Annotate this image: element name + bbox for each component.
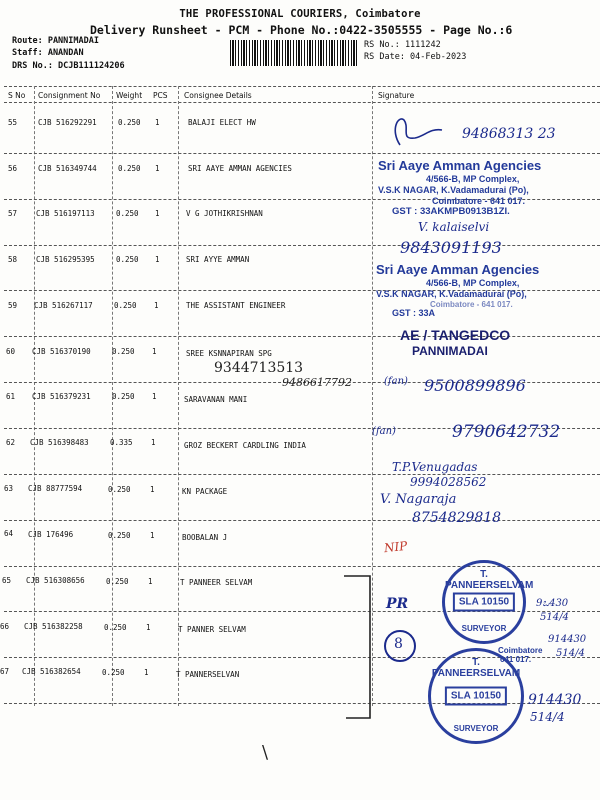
handwritten-phone: 9500899896 <box>424 376 526 395</box>
row-sno: 57 <box>8 209 18 218</box>
row-consignment: CJB 176496 <box>28 530 74 539</box>
row-rule <box>4 245 600 246</box>
row-rule <box>4 153 600 154</box>
col-consignment: Consignment No <box>38 91 101 100</box>
row-consignee: SARAVANAN MANI <box>184 395 248 404</box>
col-consignee: Consignee Details <box>184 91 252 100</box>
row-consignment: CJB 516197113 <box>36 209 95 218</box>
stamp-tangedco-location: PANNIMADAI <box>412 344 488 358</box>
row-weight: 0.250 <box>104 623 127 632</box>
stamp-agency-name: Sri Aaye Amman Agencies <box>378 158 542 173</box>
row-weight: 0.250 <box>112 347 135 356</box>
stamp-agency-address: Coimbatore - 641 017. <box>432 196 526 206</box>
handwritten-phone: 9344713513 <box>214 360 304 376</box>
barcode <box>230 40 358 66</box>
col-divider <box>178 86 179 706</box>
handwritten-name: T.P.Venugadas <box>392 460 478 474</box>
stamp-agency-address: 4/566-B, MP Complex, <box>426 174 520 184</box>
bracket-mark <box>340 572 390 722</box>
row-consignee: KN PACKAGE <box>182 487 228 496</box>
row-consignee: BALAJI ELECT HW <box>188 118 256 127</box>
drs-number: DRS No.: DCJB111124206 <box>12 61 125 71</box>
row-consignment: CJB 516349744 <box>38 164 97 173</box>
row-pcs: 1 <box>146 623 151 632</box>
handwritten-note: 514/4 <box>540 612 569 623</box>
row-consignee: GROZ BECKERT CARDLING INDIA <box>184 441 306 450</box>
surveyor-seal <box>428 648 524 744</box>
handwritten-note: 514/4 <box>556 648 585 659</box>
seal-title: SURVEYOR <box>453 724 499 733</box>
row-pcs: 1 <box>155 164 160 173</box>
circled-number-text: 8 <box>394 636 403 652</box>
row-pcs: 1 <box>150 485 155 494</box>
nip-mark: NIP <box>383 538 408 556</box>
table-top-rule <box>4 86 600 87</box>
handwritten-name: V. Nagaraja <box>380 492 457 507</box>
handwritten-note: (fan) <box>384 376 408 387</box>
stamp-agency-address: V.S.K NAGAR, K.Vadamadurai (Po), <box>376 289 527 299</box>
header-rule <box>4 102 600 103</box>
row-sno: 64 <box>4 529 14 538</box>
seal-reg: SLA 10150 <box>445 687 507 706</box>
stamp-agency-address: 4/566-B, MP Complex, <box>426 278 520 288</box>
row-consignee: T PANNER SELVAM <box>178 625 246 634</box>
row-pcs: 1 <box>148 577 153 586</box>
row-consignment: CJB 516379231 <box>32 392 91 401</box>
row-consignee: T PANNERSELVAN <box>176 670 240 679</box>
row-consignment: CJB 88777594 <box>28 484 83 493</box>
row-weight: 0.250 <box>112 392 135 401</box>
circled-number <box>384 630 416 662</box>
row-sno: 65 <box>2 576 12 585</box>
row-pcs: 1 <box>150 531 155 540</box>
row-sno: 59 <box>8 301 18 310</box>
row-pcs: 1 <box>144 668 149 677</box>
stamp-agency-address: V.S.K NAGAR, K.Vadamadurai (Po), <box>378 185 529 195</box>
route-label: Route: PANNIMADAI <box>12 36 99 46</box>
row-pcs: 1 <box>152 347 157 356</box>
row-consignee: THE ASSISTANT ENGINEER <box>186 301 286 310</box>
col-signature: Signature <box>378 91 415 100</box>
handwritten-note: 9ಒ430 <box>536 598 569 609</box>
row-consignment: CJB 516382654 <box>22 667 81 676</box>
row-rule <box>4 566 600 567</box>
company-title: THE PROFESSIONAL COURIERS, Coimbatore <box>179 8 421 20</box>
row-sno: 60 <box>6 347 16 356</box>
col-sno: S No <box>8 91 26 100</box>
row-pcs: 1 <box>152 392 157 401</box>
row-consignment: CJB 516295395 <box>36 255 95 264</box>
row-sno: 62 <box>6 438 16 447</box>
signature-scribble <box>380 110 460 150</box>
row-consignment: CJB 516292291 <box>38 118 97 127</box>
handwritten-phone: 9790642732 <box>452 422 561 442</box>
row-consignee: SRI AAYE AMMAN AGENCIES <box>188 164 292 173</box>
row-consignee: T PANNEER SELVAM <box>180 578 253 587</box>
handwritten-phone: 9994028562 <box>410 475 487 489</box>
row-weight: 0.335 <box>110 438 133 447</box>
row-consignee: SRI AYYE AMMAN <box>186 255 250 264</box>
row-weight: 0.250 <box>116 255 139 264</box>
handwritten-phone: 94868313 23 <box>462 126 556 142</box>
col-pcs: PCS <box>153 91 168 100</box>
row-consignee: V G JOTHIKRISHNAN <box>186 209 263 218</box>
row-weight: 0.250 <box>108 485 131 494</box>
handwritten-phone: 8754829818 <box>412 510 502 526</box>
row-pcs: 1 <box>155 209 160 218</box>
handwritten-note: 514/4 <box>530 710 565 724</box>
row-pcs: 1 <box>154 301 159 310</box>
rs-date: RS Date: 04-Feb-2023 <box>364 52 467 62</box>
seal-title: SURVEYOR <box>461 624 507 633</box>
row-pcs: 1 <box>155 255 160 264</box>
row-sno: 67 <box>0 667 10 676</box>
row-consignee: BOOBALAN J <box>182 533 228 542</box>
stamp-agency-gst: GST : 33AKMPB0913B1ZI. <box>392 206 510 217</box>
handwritten-note: 914430 <box>528 692 582 708</box>
row-weight: 0.250 <box>114 301 137 310</box>
row-consignment: CJB 516382258 <box>24 622 83 631</box>
seal-name: T. PANNEERSELVAM <box>431 657 521 679</box>
seal-name: T. PANNEERSELVAM <box>445 569 534 591</box>
row-consignment: CJB 516267117 <box>34 301 93 310</box>
row-weight: 0.250 <box>116 209 139 218</box>
staff-label: Staff: ANANDAN <box>12 48 84 58</box>
row-consignment: CJB 516398483 <box>30 438 89 447</box>
row-rule <box>4 474 600 475</box>
row-sno: 61 <box>6 392 16 401</box>
row-sno: 56 <box>8 164 18 173</box>
row-consignment: CJB 516370190 <box>32 347 91 356</box>
seal-pin: 641 017. <box>500 655 532 664</box>
handwritten-phone: 9486617792 <box>282 376 352 389</box>
col-weight: Weight <box>116 91 143 100</box>
handwritten-note: (fan) <box>372 426 396 437</box>
handwritten-name: V. kalaiselvi <box>418 220 490 234</box>
seal-city: Coimbatore <box>498 646 543 655</box>
row-weight: 0.250 <box>102 668 125 677</box>
handwritten-note: 914430 <box>548 634 587 645</box>
row-consignee: SREE KSNNAPIRAN SPG <box>186 349 272 358</box>
pr-mark: PR <box>386 596 409 612</box>
row-sno: 63 <box>4 484 14 493</box>
seal-reg: SLA 10150 <box>453 593 515 612</box>
row-rule <box>4 520 600 521</box>
row-sno: 58 <box>8 255 18 264</box>
row-sno: 66 <box>0 622 10 631</box>
row-weight: 0.250 <box>118 164 141 173</box>
handwritten-phone: 9843091193 <box>400 238 502 257</box>
row-weight: 0.250 <box>118 118 141 127</box>
stamp-agency-address: Coimbatore - 641 017. <box>430 300 513 309</box>
row-pcs: 1 <box>155 118 160 127</box>
row-pcs: 1 <box>151 438 156 447</box>
row-sno: 55 <box>8 118 18 127</box>
pen-mark: \ <box>262 742 269 763</box>
stamp-tangedco: AE / TANGEDCO <box>400 327 511 343</box>
row-consignment: CJB 516308656 <box>26 576 85 585</box>
row-weight: 0.250 <box>108 531 131 540</box>
rs-number: RS No.: 1111242 <box>364 40 441 50</box>
surveyor-seal <box>442 560 534 644</box>
row-rule <box>4 336 600 337</box>
stamp-agency-gst: GST : 33A <box>392 308 436 318</box>
row-weight: 0.250 <box>106 577 129 586</box>
stamp-agency-name: Sri Aaye Amman Agencies <box>376 262 540 277</box>
runsheet-title: Delivery Runsheet - PCM - Phone No.:0422-3505555 - Page No.:6 <box>90 23 513 37</box>
